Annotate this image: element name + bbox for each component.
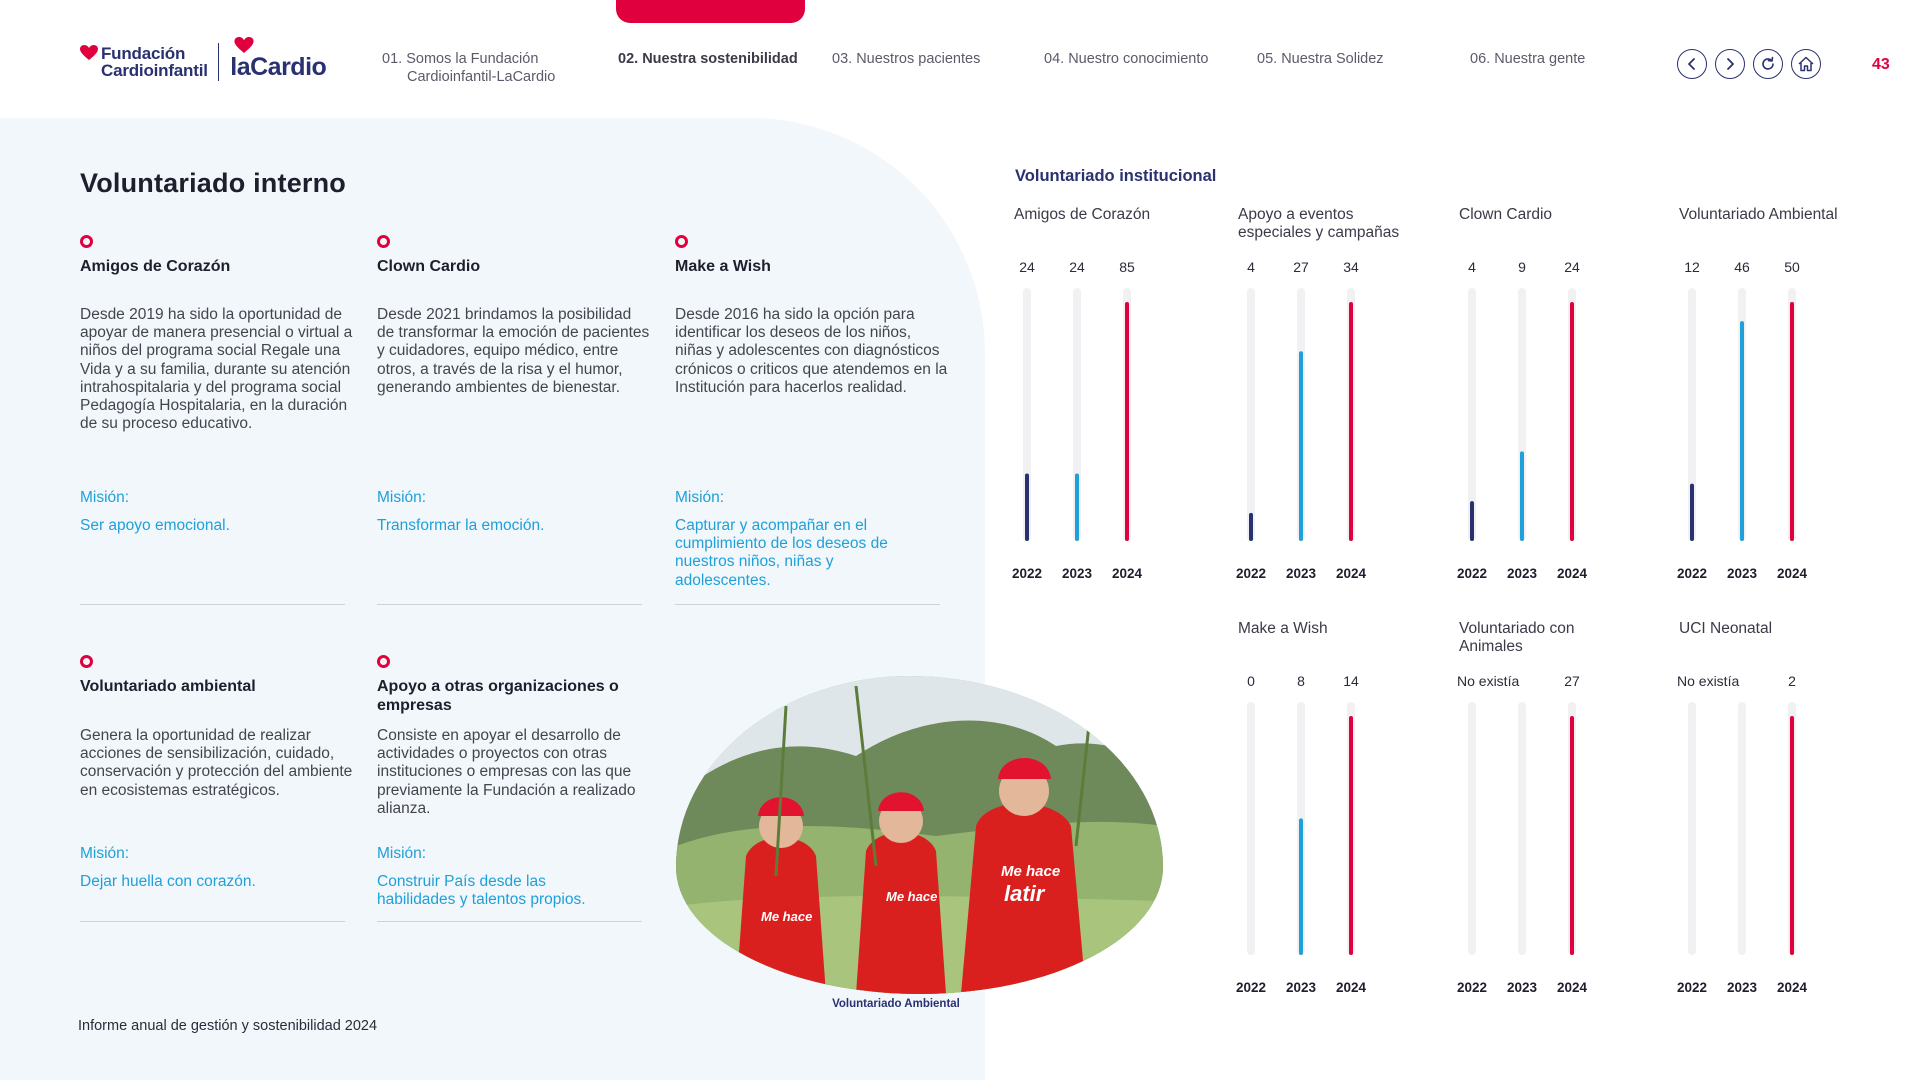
value-label: 14 [1343,673,1359,689]
nav-label: Nuestra Solidez [1281,51,1384,67]
card-clown-cardio [377,235,650,534]
bullet-ring-icon [377,235,390,248]
value-label: 34 [1343,259,1359,275]
reload-button[interactable] [1753,49,1783,79]
year-label: 2022 [1456,566,1488,581]
year-label: 2023 [1285,980,1317,995]
nav-item-sostenibilidad[interactable] [618,50,798,68]
card-make-a-wish [675,235,948,589]
chart-panel-svg [1011,206,1214,596]
bar-track [1247,702,1255,955]
value-label: 24 [1564,259,1580,275]
logo-fci-line2: Cardioinfantil [101,61,208,80]
chart-panel-title: Make a Wish [1238,620,1328,637]
nav-label: Nuestros pacientes [856,51,981,67]
value-label: 50 [1784,259,1800,275]
card-voluntariado-ambiental [80,655,353,890]
card-apoyo-organizaciones [377,655,642,909]
year-label: 2023 [1061,566,1093,581]
chart-panel [1235,206,1438,581]
value-label: 85 [1119,259,1135,275]
value-label: 24 [1069,259,1085,275]
card-divider [80,604,345,605]
year-label: 2023 [1726,980,1758,995]
card-divider [377,921,642,922]
nav-label: Nuestra gente [1494,51,1586,67]
nav-num: 01. [382,51,403,67]
nav-item-somos[interactable] [382,50,582,86]
year-label: 2024 [1556,566,1588,581]
bar-2024 [1570,716,1574,955]
nav-num: 02. [618,51,639,67]
logo-fci [80,45,208,79]
card-divider [675,604,940,605]
svg-text:Me hace: Me hace [761,909,813,924]
year-label: 2024 [1776,566,1808,581]
mission-label: Misión: [80,845,130,862]
svg-text:Me hace: Me hace [1001,863,1061,880]
mission-text: Ser apoyo emocional. [80,517,230,534]
chart-panel-title: Amigos de Corazón [1014,206,1151,223]
year-label: 2023 [1285,566,1317,581]
year-label: 2024 [1556,980,1588,995]
year-label: 2022 [1676,980,1708,995]
chart-panel [1456,206,1659,581]
bar-2024 [1790,716,1794,955]
year-label: 2022 [1235,566,1267,581]
next-page-button[interactable] [1715,49,1745,79]
header [0,0,1920,118]
bar-2023 [1520,451,1524,541]
card-description: Desde 2019 ha sido la oportunidad de apoyar de manera presencial o virtual a niños del programa social Regale una Vida y a su familia, durante su atención intrahospitalaria y del programa social Pedagogía Hospitalaria, en la duración de su proceso educativo. [80,306,353,433]
logo-fci-line1: Fundación [101,44,186,63]
nav-num: 05. [1257,51,1278,67]
card-description: Desde 2016 ha sido la opción para identificar los deseos de los niños, niñas y adolescentes con diagnósticos crónicos o criticos que atendemos en la Institución para hacerlos realidad. [675,306,948,396]
bar-track [1247,288,1255,541]
svg-text:latir: latir [1004,881,1045,906]
chart-panel-title: Clown Cardio [1459,206,1553,223]
bar-2024 [1790,302,1794,541]
nav-item-gente[interactable] [1470,50,1585,68]
value-label: 46 [1734,259,1750,275]
bar-track [1518,702,1526,955]
chart-panel [1676,620,1879,995]
year-label: 2024 [1335,566,1367,581]
card-divider [80,921,345,922]
value-label: No existía [1457,673,1520,689]
value-label: 9 [1518,259,1526,275]
heart-icon [234,37,254,54]
logo-divider [218,43,220,81]
nav-item-conocimiento[interactable] [1044,50,1208,68]
nav-num: 06. [1470,51,1491,67]
chart-panel [1235,620,1438,995]
home-button[interactable] [1791,49,1821,79]
value-label: No existía [1677,673,1740,689]
card-title: Make a Wish [675,258,771,275]
bar-2023 [1299,351,1303,541]
bullet-ring-icon [377,655,390,668]
bar-track [1738,702,1746,955]
logo[interactable] [80,42,326,82]
chart-panel-svg [1676,620,1879,1010]
bar-2022 [1025,474,1029,541]
nav-label-line2: Cardioinfantil-LaCardio [407,69,556,85]
bar-2024 [1570,302,1574,541]
value-label: 0 [1247,673,1255,689]
chart-panel-svg [1235,206,1438,596]
year-label: 2024 [1776,980,1808,995]
mission-text: Construir País desde las habilidades y talentos propios. [377,873,586,909]
year-label: 2022 [1235,980,1267,995]
charts-title: Voluntariado institucional [1015,167,1217,185]
value-label: 8 [1297,673,1305,689]
svg-text:Me hace: Me hace [886,889,938,904]
mission-label: Misión: [675,489,725,506]
year-label: 2023 [1506,566,1538,581]
photo-caption: Voluntariado Ambiental [832,998,960,1010]
bullet-ring-icon [80,235,93,248]
card-title: Clown Cardio [377,258,481,275]
bullet-ring-icon [80,655,93,668]
prev-page-button[interactable] [1677,49,1707,79]
logo-lacardio-text: laCardio [230,52,327,81]
year-label: 2022 [1676,566,1708,581]
bar-2022 [1690,484,1694,541]
value-label: 27 [1293,259,1309,275]
mission-label: Misión: [377,845,427,862]
chart-panel [1456,620,1659,995]
nav-item-pacientes[interactable] [832,50,980,68]
nav-label: Somos la Fundación [406,51,539,67]
logo-lacardio [230,43,326,82]
active-tab-indicator [616,0,805,23]
chevron-left-icon [1685,57,1699,71]
card-title: Voluntariado ambiental [80,678,256,695]
nav-item-solidez[interactable] [1257,50,1384,68]
chart-panel [1011,206,1214,581]
chart-panel-svg [1456,620,1659,1010]
bar-2023 [1075,474,1079,541]
page-number: 43 [1872,56,1890,73]
nav-label: Nuestro conocimiento [1068,51,1209,67]
section-title: Voluntariado interno [80,168,346,198]
value-label: 2 [1788,673,1796,689]
bullet-ring-icon [675,235,688,248]
chart-panel [1676,206,1879,581]
chart-panel-svg [1456,206,1659,596]
chart-panel-title: Voluntariado Ambiental [1679,206,1838,223]
bar-track [1688,702,1696,955]
card-divider [377,604,642,605]
year-label: 2023 [1726,566,1758,581]
value-label: 4 [1468,259,1476,275]
card-title: Apoyo a otras organizaciones o empresas [377,678,619,714]
value-label: 24 [1019,259,1035,275]
card-description: Desde 2021 brindamos la posibilidad de transformar la emoción de pacientes y cuidadores, equipo médico, entre otros, a través de la risa y el humor, generando ambientes de bienestar. [377,306,650,396]
year-label: 2024 [1335,980,1367,995]
value-label: 12 [1684,259,1700,275]
card-title: Amigos de Corazón [80,258,231,275]
bar-2022 [1249,513,1253,541]
year-label: 2022 [1011,566,1043,581]
year-label: 2022 [1456,980,1488,995]
mission-text: Transformar la emoción. [377,517,545,534]
chevron-right-icon [1723,57,1737,71]
chart-panel-svg [1676,206,1879,596]
card-description: Consiste en apoyar el desarrollo de actividades o proyectos con otras instituciones o empresas con las que previamente la Fundación a realizado alianza. [377,727,636,817]
bar-2024 [1349,302,1353,541]
refresh-icon [1760,56,1776,72]
bar-2023 [1299,818,1303,955]
value-label: 27 [1564,673,1580,689]
value-label: 4 [1247,259,1255,275]
bar-2024 [1125,302,1129,541]
mission-text: Capturar y acompañar en el cumplimiento de los deseos de nuestros niños, niñas y adolescentes. [675,517,888,589]
chart-panel-title: Voluntariado con Animales [1459,620,1575,655]
mission-label: Misión: [377,489,427,506]
card-description: Genera la oportunidad de realizar acciones de sensibilización, cuidado, conservación y protección del ambiente en ecosistemas estratégicos. [80,727,353,799]
nav-num: 03. [832,51,853,67]
mission-text: Dejar huella con corazón. [80,873,256,890]
card-amigos-de-corazon [80,235,353,534]
mission-label: Misión: [80,489,130,506]
chart-panel-title: Apoyo a eventos especiales y campañas [1238,206,1400,241]
footer-text: Informe anual de gestión y sostenibilidad 2024 [78,1018,378,1034]
heart-icon [80,45,98,61]
bar-2022 [1470,501,1474,541]
chart-panel-title: UCI Neonatal [1679,620,1773,637]
bar-2023 [1740,321,1744,541]
home-icon [1797,55,1815,73]
year-label: 2023 [1506,980,1538,995]
nav-num: 04. [1044,51,1065,67]
nav-label: Nuestra sostenibilidad [642,51,798,67]
bar-2024 [1349,716,1353,955]
bar-track [1468,702,1476,955]
year-label: 2024 [1111,566,1143,581]
chart-panel-svg [1235,620,1438,1010]
